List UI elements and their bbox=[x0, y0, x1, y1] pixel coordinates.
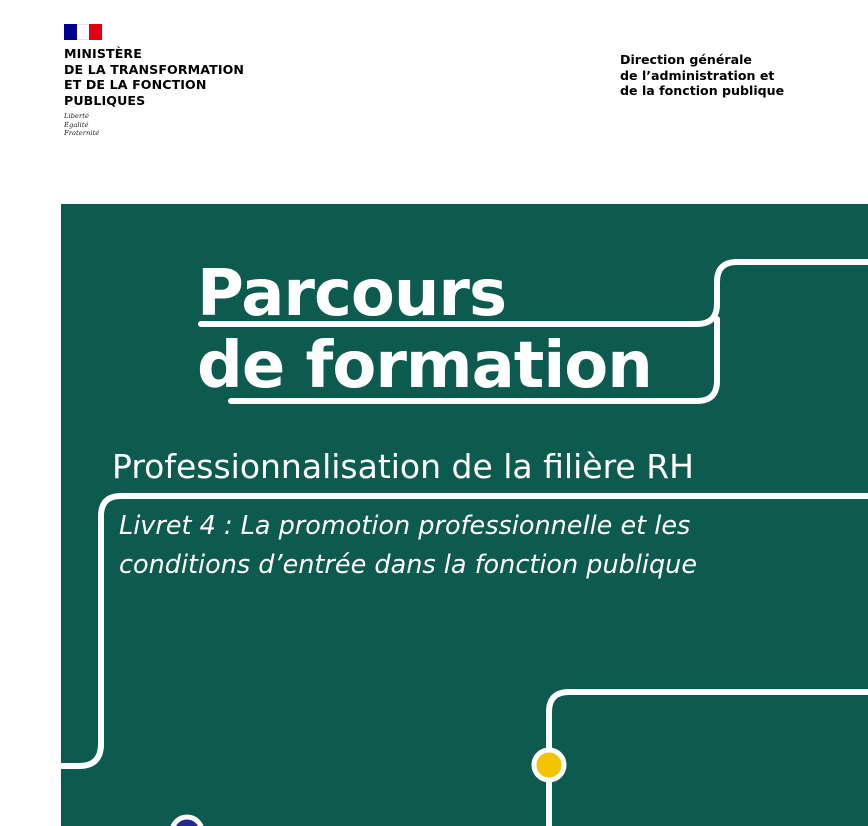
french-flag-icon bbox=[64, 24, 102, 40]
motto-line: Fraternité bbox=[64, 129, 100, 138]
title-line: de formation bbox=[197, 329, 652, 403]
ministry-line: ET DE LA FONCTION bbox=[64, 77, 207, 92]
track-lower bbox=[549, 692, 868, 826]
directorate-line: de l’administration et bbox=[620, 67, 775, 83]
ministry-logo bbox=[64, 24, 244, 138]
motto-line: Liberté bbox=[64, 112, 90, 120]
ministry-line: DE LA TRANSFORMATION bbox=[64, 61, 245, 77]
blue-marker-icon bbox=[172, 817, 202, 826]
directorate-line: de la fonction publique bbox=[620, 83, 785, 98]
booklet-line: conditions d’entrée dans la fonction publique bbox=[119, 550, 698, 580]
yellow-marker-icon bbox=[534, 750, 564, 780]
cover-panel bbox=[61, 204, 868, 826]
republic-motto bbox=[64, 112, 244, 138]
directorate-line: Direction générale bbox=[620, 52, 752, 67]
directorate-name bbox=[620, 52, 784, 99]
ministry-line: PUBLIQUES bbox=[64, 92, 146, 108]
motto-line: Égalité bbox=[64, 120, 89, 129]
title-line: Parcours bbox=[197, 257, 507, 331]
cover-title bbox=[197, 258, 652, 402]
ministry-name bbox=[64, 46, 244, 108]
booklet-line: Livret 4 : La promotion professionnelle et les bbox=[119, 511, 691, 541]
booklet-title bbox=[119, 507, 859, 585]
cover-subtitle: Professionnalisation de la filière RH bbox=[112, 447, 694, 486]
ministry-line: MINISTÈRE bbox=[64, 46, 142, 61]
